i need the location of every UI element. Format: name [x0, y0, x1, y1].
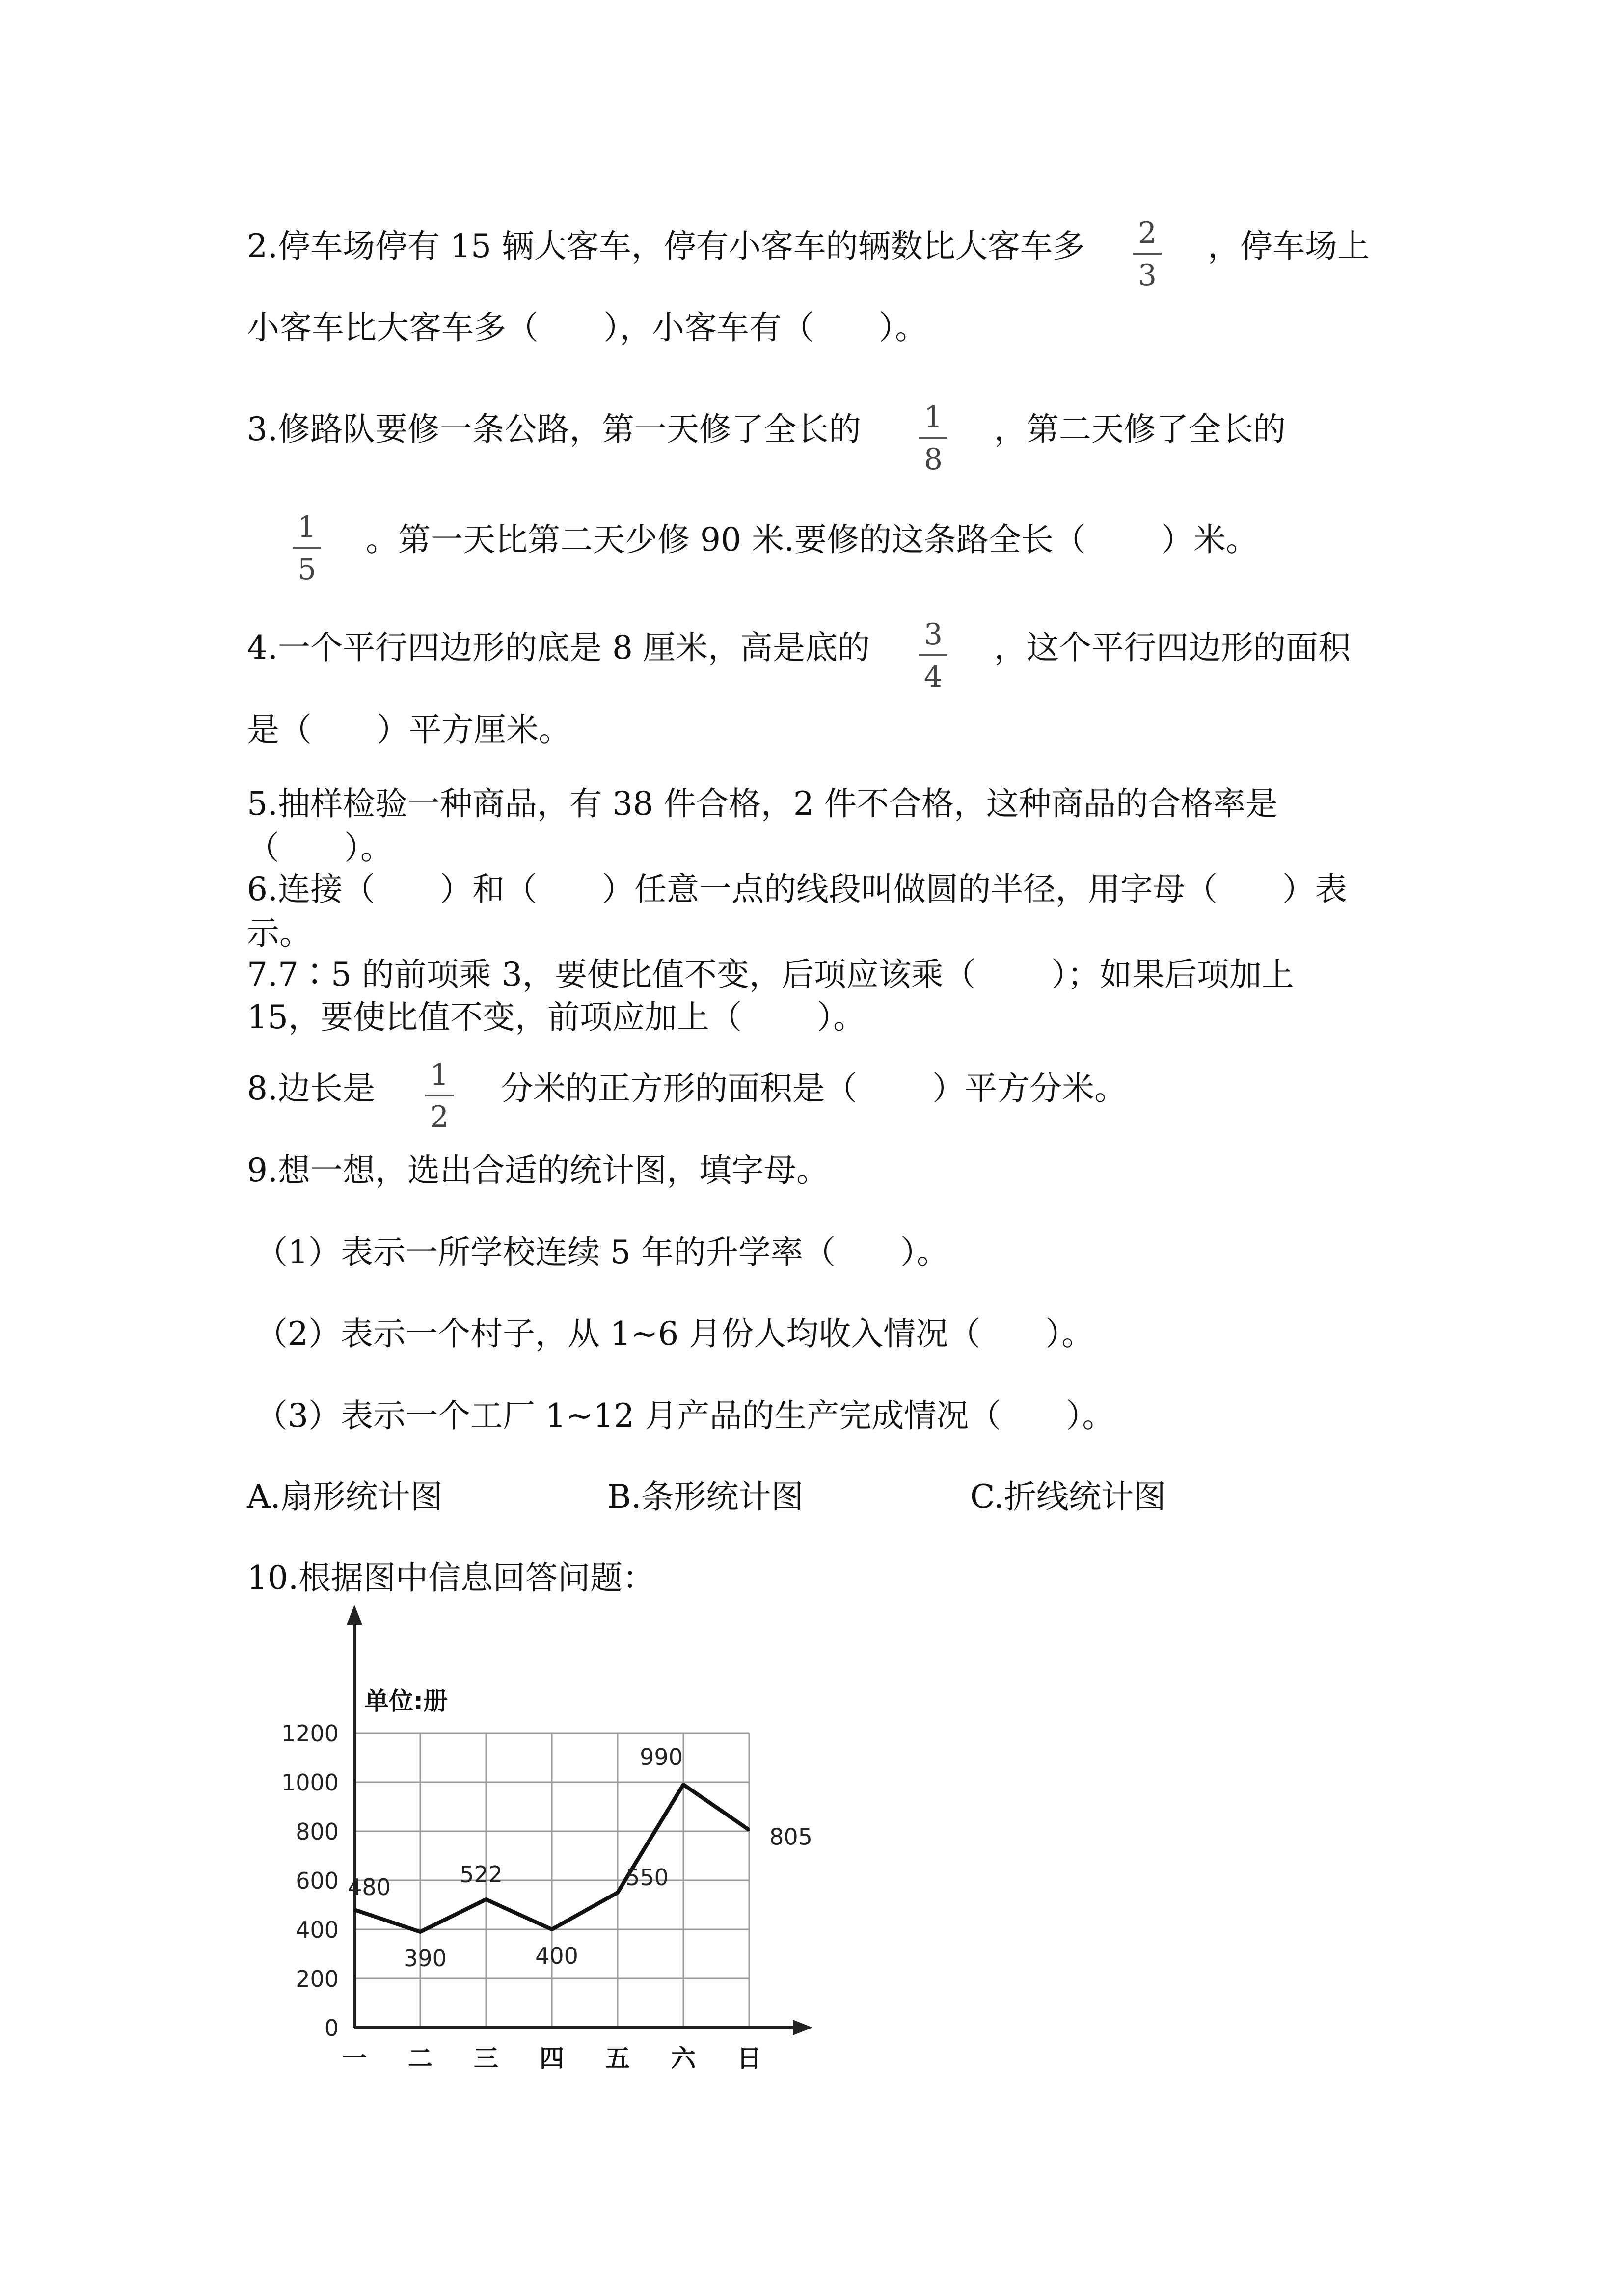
- q5-line1: 5.抽样检验一种商品，有 38 件合格，2 件不合格，这种商品的合格率是: [247, 785, 1278, 823]
- data-label: 805: [769, 1823, 812, 1850]
- y-tick-label: 800: [296, 1818, 339, 1845]
- x-tick-label: 三: [474, 2044, 498, 2073]
- q10-title: 10.根据图中信息回答问题：: [247, 1559, 655, 1597]
- q9-option-b: B.条形统计图: [607, 1478, 804, 1516]
- q9-item-3: （3）表示一个工厂 1~12 月产品的生产完成情况（ ）。: [255, 1397, 1115, 1435]
- q3-fraction-2-denominator: 5: [297, 552, 317, 587]
- q6-line2: 示。: [247, 914, 312, 952]
- q5-line2: （ ）。: [247, 829, 393, 867]
- q4-line1-end: ，这个平行四边形的面积: [994, 629, 1351, 667]
- x-axis-arrow: [793, 2020, 812, 2035]
- q2-line1-start: 2.停车场停有 15 辆大客车，停有小客车的辆数比大客车多: [247, 227, 1085, 265]
- q2-line1-end: ，停车场上: [1208, 227, 1370, 265]
- q4-line2: 是（ ）平方厘米。: [247, 711, 571, 748]
- q8-fraction-denominator: 2: [430, 1100, 449, 1134]
- q7-line1: 7.7∶5 的前项乘 3，要使比值不变，后项应该乘（ ）；如果后项加上: [247, 956, 1294, 993]
- y-tick-label: 0: [324, 2015, 339, 2041]
- q8-line-start: 8.边长是: [247, 1069, 375, 1107]
- q9-option-a: A.扇形统计图: [247, 1478, 443, 1516]
- q4-line1-start: 4.一个平行四边形的底是 8 厘米，高是底的: [247, 629, 870, 667]
- data-label: 480: [348, 1874, 391, 1900]
- data-label: 990: [640, 1744, 683, 1770]
- x-tick-label: 一: [342, 2044, 367, 2073]
- x-tick-label: 二: [408, 2044, 433, 2073]
- q9-item-1: （1）表示一所学校连续 5 年的升学率（ ）。: [255, 1233, 949, 1271]
- q9-title: 9.想一想，选出合适的统计图，填字母。: [247, 1151, 829, 1189]
- data-label: 550: [625, 1864, 669, 1891]
- q3-fraction-2-numerator: 1: [297, 510, 317, 544]
- q4-fraction-numerator: 3: [923, 617, 943, 652]
- q2-line2: 小客车比大客车多（ ），小客车有（ ）。: [247, 309, 927, 347]
- x-tick-label: 六: [671, 2044, 696, 2073]
- q2-fraction-denominator: 3: [1137, 258, 1157, 293]
- y-axis-arrow: [347, 1605, 362, 1625]
- q3-line2: 。第一天比第二天少修 90 米.要修的这条路全长（ ）米。: [366, 521, 1258, 559]
- y-tick-label: 1000: [281, 1769, 339, 1796]
- unit-label: 单位:册: [364, 1687, 448, 1715]
- data-label: 522: [460, 1861, 503, 1888]
- data-point: [551, 1928, 553, 1930]
- q8-line-end: 分米的正方形的面积是（ ）平方分米。: [501, 1069, 1127, 1107]
- y-tick-label: 200: [296, 1966, 339, 1992]
- data-label: 400: [535, 1943, 578, 1969]
- q2-fraction-numerator: 2: [1137, 216, 1157, 250]
- data-point: [485, 1898, 487, 1900]
- data-point: [748, 1829, 750, 1831]
- data-label: 390: [404, 1945, 447, 1972]
- q9-item-2: （2）表示一个村子，从 1~6 月份人均收入情况（ ）。: [255, 1315, 1094, 1353]
- q3-line1-start: 3.修路队要修一条公路，第一天修了全长的: [247, 410, 861, 448]
- q3-fraction-1-numerator: 1: [923, 400, 943, 434]
- chart-layer: [281, 1605, 812, 2073]
- x-tick-label: 五: [605, 2044, 630, 2073]
- x-tick-label: 日: [737, 2044, 761, 2073]
- data-point: [353, 1909, 355, 1911]
- q6-line1: 6.连接（ ）和（ ）任意一点的线段叫做圆的半径，用字母（ ）表: [247, 870, 1347, 908]
- y-tick-label: 600: [296, 1868, 339, 1894]
- q8-fraction-numerator: 1: [430, 1058, 449, 1092]
- data-point: [419, 1931, 421, 1933]
- q3-fraction-1-denominator: 8: [923, 442, 943, 477]
- y-tick-label: 400: [296, 1917, 339, 1943]
- y-tick-label: 1200: [281, 1720, 339, 1747]
- q7-line2: 15，要使比值不变，前项应加上（ ）。: [247, 998, 866, 1036]
- q9-option-c: C.折线统计图: [970, 1478, 1166, 1516]
- q3-line1-end: ，第二天修了全长的: [994, 410, 1286, 448]
- data-point: [682, 1784, 684, 1786]
- data-point: [617, 1892, 619, 1894]
- x-tick-label: 四: [540, 2044, 564, 2073]
- q4-fraction-denominator: 4: [923, 660, 943, 694]
